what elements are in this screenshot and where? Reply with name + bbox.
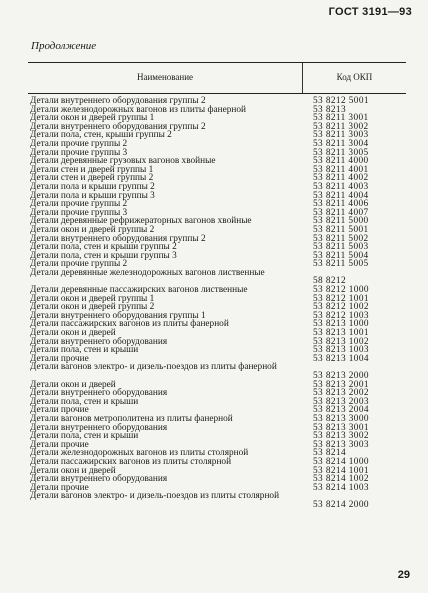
row-code: 53 8213 2001 [313,379,369,390]
row-name: Детали прочие [30,405,89,416]
row-code: 53 8211 5001 [313,224,369,235]
row-code: 53 8214 1002 [313,474,369,485]
row-name: Детали прочие группы 2 [30,259,128,270]
row-name: Детали внутреннего оборудования группы 2 [30,96,206,106]
row-code: 53 8211 4000 [313,156,369,167]
row-code: 53 8212 1001 [313,293,369,304]
row-name: Детали деревянные пассажирских вагонов лиственные [30,285,248,296]
row-name: Детали внутреннего оборудования группы 2 [30,233,206,244]
row-name: Детали пола, стен и крыши [30,345,139,356]
table-body [30,97,408,510]
row-code: 53 8211 5002 [313,233,369,244]
table-header-rule [28,93,406,94]
row-name: Детали пола, стен и крыши группы 2 [30,242,177,253]
row-code: 53 8211 4004 [313,190,369,201]
row-name: Детали внутреннего оборудования группы 2 [30,121,206,132]
row-code: 53 8213 2002 [313,388,369,399]
row-code: 53 8213 3000 [313,413,369,424]
row-name: Детали окон и дверей [30,379,116,390]
row-name: Детали пола, стен и крыши [30,396,139,407]
row-code: 53 8211 5003 [313,242,369,253]
row-code: 53 8213 2003 [313,396,369,407]
row-name: Детали внутреннего оборудования [30,422,168,433]
row-code: 53 8211 5004 [313,250,369,261]
row-code: 53 8211 4007 [313,207,369,218]
row-code: 53 8211 5000 [313,216,369,227]
row-code: 53 8213 [313,104,347,115]
row-name: Детали вагонов метрополитена из плиты фанерной [30,413,233,424]
row-name: Детали пассажирских вагонов из плиты фанерной [30,319,229,330]
row-code: 53 8213 1003 [313,345,369,356]
table-row [30,492,408,509]
row-name: Детали пола и крыши группы 2 [30,181,155,192]
row-name: Детали деревянные грузовых вагонов хвойные [30,156,216,167]
row-code: 53 8211 3005 [313,147,369,158]
row-name: Детали пассажирских вагонов из плиты столярной [30,456,232,467]
row-code: 53 8213 1002 [313,336,369,347]
row-name: Детали прочие группы 2 [30,138,128,149]
row-name: Детали пола и крыши группы 3 [30,190,155,201]
row-name: Детали внутреннего оборудования [30,336,168,347]
row-code: 53 8211 3003 [313,130,369,141]
row-code: 53 8211 4006 [313,199,369,210]
row-name: Детали стен и дверей группы 1 [30,164,154,175]
row-code: 53 8211 3002 [313,121,369,132]
row-name: Детали деревянные железнодорожных вагонов лиственные [30,267,265,278]
row-name: Детали стен и дверей группы 2 [30,173,154,184]
row-code: 53 8214 1003 [313,482,369,493]
row-code: 53 8213 1001 [313,328,369,339]
table-row [30,363,408,380]
page-number: 29 [397,569,410,581]
row-name: Детали пола, стен, крыши группы 2 [30,130,172,141]
column-header-name: Наименование [136,72,194,82]
row-name: Детали прочие группы 3 [30,147,128,158]
row-code: 58 8212 [313,276,347,287]
row-name: Детали вагонов электро- и дизель-поездов из плиты фанерной [30,362,277,373]
row-code: 53 8211 3004 [313,138,369,149]
row-code: 53 8213 2004 [313,405,369,416]
row-name: Детали окон и дверей группы 2 [30,302,155,313]
row-code: 53 8211 3001 [313,113,369,124]
row-code: 53 8213 3002 [313,431,369,442]
row-code: 53 8214 2000 [313,499,369,510]
row-code: 53 8213 3003 [313,439,369,450]
row-name: Детали железнодорожных вагонов из плиты фанерной [30,104,246,115]
standard-header: ГОСТ 3191—93 [328,6,412,18]
row-name: Детали внутреннего оборудования [30,388,168,399]
row-name: Детали вагонов электро- и дизель-поездов из плиты столярной [30,491,280,502]
row-name: Детали внутреннего оборудования [30,474,168,485]
column-header-code: Код ОКП [336,72,373,82]
row-name: Детали окон и дверей группы 2 [30,224,155,235]
row-code: 53 8213 1000 [313,319,369,330]
row-name: Детали деревянные рефрижераторных вагонов хвойные [30,216,252,227]
row-name: Детали прочие группы 3 [30,207,128,218]
row-name: Детали прочие группы 2 [30,199,128,210]
row-name: Детали внутреннего оборудования группы 1 [30,310,206,321]
row-code: 53 8214 1000 [313,456,369,467]
row-name: Детали прочие [30,353,89,364]
row-code: 53 8212 5001 [313,96,369,106]
row-code: 53 8211 4001 [313,164,369,175]
table-header [28,63,406,93]
row-name: Детали железнодорожных вагонов из плиты столярной [30,448,249,459]
row-name: Детали прочие [30,482,89,493]
row-code: 53 8211 4003 [313,181,369,192]
row-name: Детали пола, стен и крыши [30,431,139,442]
row-name: Детали окон и дверей группы 1 [30,293,155,304]
continuation-label: Продолжение [31,40,97,52]
table-row [30,269,408,286]
row-code: 53 8214 [313,448,347,459]
row-name: Детали пола, стен и крыши группы 3 [30,250,177,261]
row-code: 53 8211 5005 [313,259,369,270]
row-code: 53 8213 3001 [313,422,369,433]
row-name: Детали прочие [30,439,89,450]
row-code: 53 8211 4002 [313,173,369,184]
row-code: 53 8212 1002 [313,302,369,313]
row-code: 53 8213 1004 [313,353,369,364]
row-code: 53 8212 1003 [313,310,369,321]
row-name: Детали окон и дверей [30,465,116,476]
row-code: 53 8212 1000 [313,285,369,296]
row-name: Детали окон и дверей группы 1 [30,113,155,124]
row-name: Детали окон и дверей [30,328,116,339]
row-code: 53 8214 1001 [313,465,369,476]
row-code: 53 8213 2000 [313,371,369,381]
